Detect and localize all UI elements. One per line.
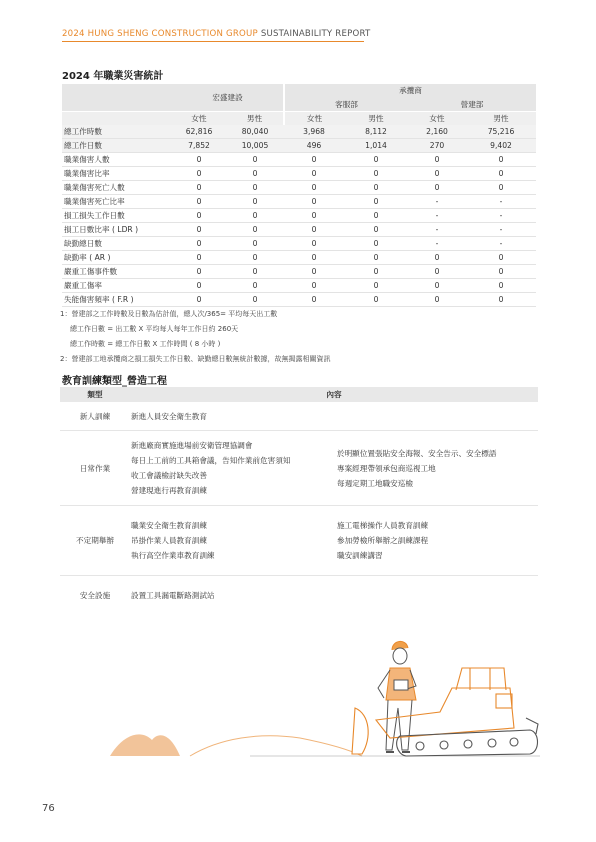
training-row [60,506,538,576]
row-value: 0 [172,265,226,279]
row-value: 0 [226,153,284,167]
group-guest-service: 客服部 [284,97,408,112]
injury-row [62,153,536,167]
training-type: 日常作業 [60,431,130,506]
row-value: 0 [172,209,226,223]
training-item: 新進廠商實施進場前安衛管理協調會 [131,441,253,450]
row-value: 0 [408,293,466,307]
injury-row [62,251,536,265]
row-value: 0 [344,181,408,195]
row-value: 0 [344,223,408,237]
row-label: 損工損失工作日數 [62,209,172,223]
gender-male: 男性 [466,112,536,126]
row-value: 0 [226,181,284,195]
row-value: 0 [408,181,466,195]
group-hongsheng: 宏盛建設 [172,84,284,112]
training-item: 職業安全衛生教育訓練 [131,521,207,530]
row-value: 0 [226,223,284,237]
group-contractor: 承攬商 [284,84,536,97]
row-label: 總工作時數 [62,125,172,139]
row-label: 職業傷害比率 [62,167,172,181]
row-value: 0 [344,237,408,251]
row-value: - [466,223,536,237]
row-value: 0 [466,279,536,293]
row-label: 總工作日數 [62,139,172,153]
row-value: 0 [466,251,536,265]
row-value: 0 [172,181,226,195]
gender-female: 女性 [284,112,344,126]
row-label: 職業傷害死亡比率 [62,195,172,209]
row-value: - [408,223,466,237]
row-value: 8,112 [344,125,408,139]
row-label: 失能傷害頻率 ( F.R ) [62,293,172,307]
row-value: 0 [466,293,536,307]
row-value: 0 [284,153,344,167]
row-value: - [466,195,536,209]
row-value: 7,852 [172,139,226,153]
row-value: 10,005 [226,139,284,153]
row-value: 0 [344,195,408,209]
row-value: 0 [408,167,466,181]
training-item: 參加勞檢所舉辦之訓練課程 [337,536,429,545]
note-line: 2：營建部工地承攬商之損工損失工作日數、缺勤總日數無統計數據，故無揭露相關資訊 [60,355,331,363]
row-value: 80,040 [226,125,284,139]
training-type: 不定期舉辦 [60,506,130,576]
injury-row [62,139,536,153]
training-item: 營建現進行再教育訓練 [131,486,207,495]
gender-female: 女性 [172,112,226,126]
row-value: 0 [284,181,344,195]
gender-male: 男性 [344,112,408,126]
note-line: 總工作日數 = 出工數 X 平均每人每年工作日約 260天 [70,325,239,333]
row-value: 0 [226,209,284,223]
row-label: 缺勤總日數 [62,237,172,251]
gender-corner [62,112,172,126]
row-value: 0 [466,181,536,195]
injury-row [62,125,536,139]
row-value: 0 [466,265,536,279]
training-row [60,431,538,506]
row-value: - [408,237,466,251]
training-type: 安全設施 [79,590,111,600]
row-value: 2,160 [408,125,466,139]
row-value: 0 [284,251,344,265]
injury-row [62,209,536,223]
bulldozer [352,668,538,756]
row-value: 0 [284,237,344,251]
row-value: 0 [344,251,408,265]
injury-row [62,181,536,195]
injury-row [62,195,536,209]
training-row [60,576,538,615]
injury-row [62,265,536,279]
training-item: 收工會議檢討缺失改善 [131,471,207,480]
training-content-right [336,431,538,506]
row-value: 0 [284,223,344,237]
injury-row [62,167,536,181]
row-value: 0 [466,153,536,167]
training-content-left [130,402,336,431]
row-value: 0 [226,237,284,251]
row-value: 0 [172,237,226,251]
row-value: 0 [408,153,466,167]
training-item: 於明顯位置張貼安全海報、安全告示、安全標語 [337,448,497,458]
row-value: 0 [284,293,344,307]
row-value: 0 [344,153,408,167]
injury-row [62,279,536,293]
row-value: 0 [344,167,408,181]
row-value: 9,402 [466,139,536,153]
row-value: 270 [408,139,466,153]
row-value: 0 [226,293,284,307]
row-label: 缺勤率 ( AR ) [62,251,172,265]
row-value: 0 [226,167,284,181]
training-content-right [336,506,538,576]
construction-worker-illustration [100,628,540,758]
row-value: 0 [172,195,226,209]
row-value: 0 [172,251,226,265]
training-item: 職安訓練講習 [337,551,383,560]
row-value: 1,014 [344,139,408,153]
row-value: 0 [284,195,344,209]
injury-stats-table [62,84,536,307]
row-value: 0 [344,279,408,293]
injury-notes [60,307,540,367]
dirt-mound-small [110,734,180,756]
row-value: 0 [284,167,344,181]
row-value: 75,216 [466,125,536,139]
training-content-left [130,431,336,506]
training-section-title: 教育訓練類型_營造工程 [62,376,167,387]
note-line: 1：營建部之工作時數及日數為估計值，總人次/365= 平均每天出工數 [60,310,278,318]
row-value: 0 [172,167,226,181]
row-label: 嚴重工傷率 [62,279,172,293]
injury-row [62,237,536,251]
training-content-right [336,576,538,615]
row-value: 0 [408,251,466,265]
gender-male: 男性 [226,112,284,126]
row-label: 職業傷害死亡人數 [62,181,172,195]
injury-row [62,223,536,237]
training-item: 設置工具漏電斷路測試站 [131,590,215,600]
row-value: - [466,237,536,251]
row-value: 62,816 [172,125,226,139]
note-line: 總工作時數 = 總工作日數 X 工作時間 ( 8 小時 ) [70,340,221,348]
row-label: 職業傷害人數 [62,153,172,167]
training-row [60,402,538,431]
training-content-left [130,506,336,576]
header-report: SUSTAINABILITY REPORT [260,29,371,39]
training-item: 每週定期工地職安巡檢 [337,478,413,488]
injury-section-title: 2024 年職業災害統計 [62,71,164,82]
corner-cell [62,84,172,112]
dirt-mound-large [190,736,362,756]
row-value: - [408,209,466,223]
group-construction: 營建部 [408,97,536,112]
row-value: 0 [226,251,284,265]
row-value: 0 [344,209,408,223]
training-type: 新人訓練 [60,402,130,431]
training-item: 新進人員安全衛生教育 [131,411,207,421]
row-value: 0 [466,167,536,181]
training-item: 吊掛作業人員教育訓練 [131,536,207,545]
row-value: 0 [344,265,408,279]
header-company: 2024 HUNG SHENG CONSTRUCTION GROUP [62,29,258,39]
training-item: 每日上工前的工具箱會議，告知作業前危害須知 [131,456,291,465]
row-value: 0 [172,223,226,237]
training-item: 執行高空作業車教育訓練 [131,551,215,560]
row-value: 0 [284,265,344,279]
row-value: - [466,209,536,223]
gender-female: 女性 [408,112,466,126]
training-item: 專案經理帶領承包商巡視工地 [337,463,436,473]
injury-row [62,293,536,307]
row-value: 496 [284,139,344,153]
row-value: 0 [408,265,466,279]
row-value: 0 [226,279,284,293]
training-table [60,387,538,614]
row-value: 0 [172,279,226,293]
row-value: 3,968 [284,125,344,139]
row-value: 0 [284,209,344,223]
row-value: 0 [284,279,344,293]
row-value: 0 [172,293,226,307]
training-content-left [130,576,336,615]
header-rule [62,41,364,42]
row-value: 0 [226,265,284,279]
header-content: 內容 [130,387,538,402]
header-type: 類型 [60,387,130,402]
row-value: - [408,195,466,209]
row-value: 0 [226,195,284,209]
training-item: 施工電梯操作人員教育訓練 [337,521,429,530]
training-content-right [336,402,538,431]
row-value: 0 [344,293,408,307]
report-header [62,29,370,39]
row-label: 損工日數比率 ( LDR ) [62,223,172,237]
page-number: 76 [42,803,55,814]
row-value: 0 [172,153,226,167]
row-value: 0 [408,279,466,293]
row-label: 嚴重工傷事件數 [62,265,172,279]
